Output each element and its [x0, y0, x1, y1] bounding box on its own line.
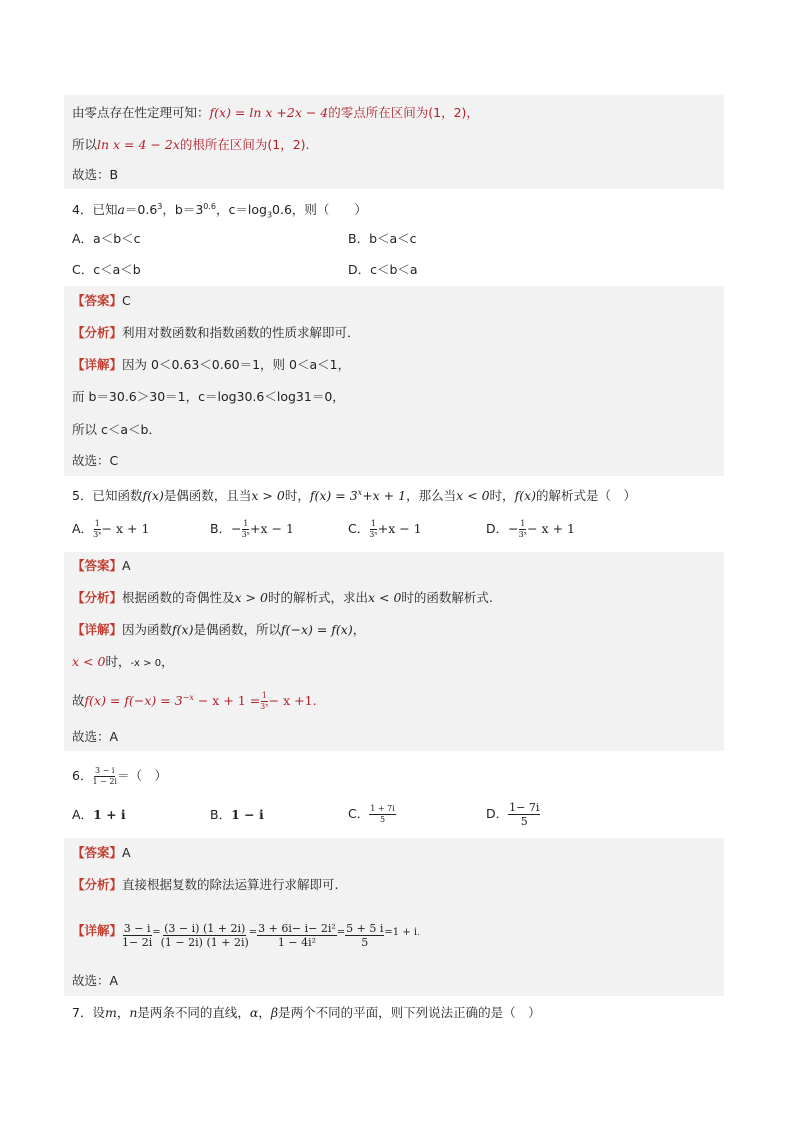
analysis-tag: 【分析】 [72, 877, 123, 892]
detail: 因为 0＜0.63＜0.60＝1，则 0＜a＜1， [122, 357, 351, 372]
formula: ln x = 4 − 2x [97, 137, 180, 152]
label: B． [210, 807, 232, 822]
text: ， [161, 654, 174, 669]
den: 3ˣ [260, 702, 269, 712]
sub: 3 [266, 210, 273, 220]
q6-option-a[interactable] [72, 806, 126, 824]
num: 3 + 6i− i− 2i² [258, 922, 336, 935]
label: C． [348, 521, 370, 536]
q5-option-a[interactable] [72, 520, 149, 539]
q5-detail-2 [72, 653, 174, 673]
fraction [369, 805, 396, 824]
q4-pick: 故选：C [72, 453, 119, 468]
expr: +x − 1 [250, 521, 294, 536]
fraction [257, 923, 337, 948]
var-m: m [104, 1005, 117, 1020]
text: 因为函数 [122, 622, 173, 637]
formula: f(x) [142, 488, 164, 504]
formula: f(x) = 3 [309, 488, 358, 504]
exp: 0.6 [203, 202, 217, 211]
q6-answer [72, 844, 131, 862]
answer: C [122, 293, 131, 308]
expr: 1 − i [231, 807, 264, 822]
detail-tag: 【详解】 [72, 622, 123, 637]
formula: -x > 0 [130, 658, 162, 669]
den: (1 − 2i) (1 + 2i) [160, 936, 249, 949]
q5-option-c[interactable] [348, 520, 422, 539]
answer-tag: 【答案】 [72, 293, 123, 308]
expr: +x − 1 [377, 521, 422, 536]
text: 故 [72, 693, 85, 709]
text: 根据函数的奇偶性及 [122, 590, 235, 605]
analysis: 利用对数函数和指数函数的性质求解即可． [122, 325, 360, 340]
text: ，b＝3 [162, 202, 204, 218]
fraction [92, 767, 117, 786]
num: 3 − i [95, 766, 115, 775]
formula: f(x) = ln x +2x − 4 [209, 105, 329, 120]
den: 5 [379, 815, 386, 824]
q6-pick: 故选：A [72, 973, 119, 988]
text: ，那么当 [406, 488, 457, 504]
text: ， [116, 1005, 130, 1020]
q4-stem [72, 198, 367, 225]
answer: A [122, 558, 131, 573]
q7-stem [72, 1004, 541, 1022]
var-n: n [129, 1005, 138, 1020]
q5-stem [72, 484, 636, 505]
q3-pick: 故选：B [72, 167, 119, 182]
den: 5 [361, 936, 369, 949]
q4-detail-3: 所以 c＜a＜b． [72, 422, 161, 437]
text: 是两条不同的直线， [137, 1005, 250, 1020]
text: 所以 [72, 137, 98, 152]
text: . [417, 928, 420, 937]
equals: = [152, 927, 161, 938]
exp: 3 [157, 202, 163, 211]
q5-detail-3 [72, 686, 317, 713]
q3-line-2 [72, 136, 310, 154]
text: 时， [489, 488, 515, 504]
label: 6． [72, 768, 93, 783]
text: ， [352, 622, 366, 637]
num: 1 [261, 691, 267, 701]
text: 是两个不同的平面，则下列说法正确的是（ ） [278, 1005, 541, 1020]
num: 1 [94, 519, 100, 528]
text: . [312, 693, 317, 709]
fraction [508, 802, 540, 827]
fraction [369, 520, 377, 539]
num: 3 − i [123, 922, 151, 935]
equals: = [248, 927, 258, 938]
formula: x > 0 [251, 488, 285, 504]
den: 1− 2i [122, 936, 153, 949]
text: 的根所在区间为(1，2). [179, 137, 310, 152]
formula: x < 0 [72, 654, 106, 669]
den: 3ˣ [369, 530, 378, 539]
q6-option-c[interactable] [348, 800, 396, 828]
den: 1 − 4i² [277, 936, 317, 949]
text: 时， [284, 488, 310, 504]
result: 1 + i [392, 927, 418, 938]
q5-answer [72, 557, 131, 575]
expr: − x + 1 [101, 521, 150, 536]
exp: −x [182, 693, 194, 702]
q6-detail [72, 916, 420, 948]
equals: = [336, 927, 346, 938]
q4-answer [72, 292, 131, 310]
formula: x > 0 [234, 590, 268, 605]
label: D． [486, 806, 509, 821]
formula: − x +1 [268, 693, 313, 709]
formula: +x + 1 [362, 488, 407, 504]
text: 4．已知 [72, 202, 118, 218]
analysis-tag: 【分析】 [72, 590, 123, 605]
fraction [242, 520, 250, 539]
fraction [519, 520, 527, 539]
num: 1− 7i [509, 801, 540, 814]
q3-line-1 [72, 104, 479, 122]
den: 3ˣ [93, 530, 102, 539]
label: A． [72, 807, 94, 822]
formula: x < 0 [367, 590, 402, 605]
q4-option-a[interactable]: A．a＜b＜c [72, 231, 141, 246]
formula: f(x) [172, 622, 194, 637]
text: ＝（ ） [116, 768, 167, 783]
q6-option-b[interactable] [210, 806, 264, 824]
label: B．− [210, 521, 242, 536]
q4-option-d[interactable]: D．c＜b＜a [348, 262, 418, 277]
q4-analysis [72, 324, 360, 342]
text: 时， [105, 654, 131, 669]
text: 的解析式是（ ） [536, 488, 637, 504]
detail-tag: 【详解】 [72, 357, 123, 372]
num: 1 + 7i [370, 804, 395, 813]
answer-tag: 【答案】 [72, 845, 123, 860]
var-beta: β [270, 1005, 279, 1020]
answer: A [122, 845, 131, 860]
q4-option-b[interactable]: B．b＜a＜c [348, 231, 417, 246]
q6-analysis [72, 876, 339, 894]
text: 5．已知函数 [72, 488, 143, 504]
fraction [260, 692, 268, 711]
den: 3ˣ [518, 530, 528, 539]
q5-option-b[interactable] [210, 520, 294, 539]
q5-detail-1 [72, 621, 365, 639]
q6-stem [72, 764, 167, 788]
solution-block-q5 [64, 552, 724, 751]
label: C． [348, 806, 370, 821]
answer-tag: 【答案】 [72, 558, 123, 573]
q5-analysis [72, 589, 493, 607]
num: 5 + 5 i [346, 922, 384, 935]
fraction [345, 923, 384, 948]
label: A． [72, 521, 94, 536]
analysis-tag: 【分析】 [72, 325, 123, 340]
formula: x < 0 [456, 488, 490, 504]
equals: = [384, 927, 393, 938]
num: 1 [243, 519, 249, 528]
formula: f(−x) = f(x) [280, 622, 353, 637]
text: 时的解析式，求出 [267, 590, 368, 605]
q6-option-d[interactable] [486, 800, 540, 828]
q4-detail-1 [72, 356, 350, 374]
den: 5 [520, 815, 528, 828]
label: D．− [486, 521, 519, 536]
formula: − x + 1 = [193, 693, 261, 709]
expr: − x + 1 [527, 521, 575, 536]
q4-detail-2: 而 b＝30.6＞30＝1，c＝log30.6＜log31＝0， [72, 389, 345, 404]
text: 的零点所在区间为(1，2)， [328, 105, 479, 120]
num: (3 − i) (1 + 2i) [164, 922, 246, 935]
fraction [161, 923, 249, 948]
text: ＝0.6 [124, 202, 158, 218]
text: ，c＝log [216, 202, 267, 218]
fraction [122, 923, 152, 948]
var-a: a [117, 202, 125, 218]
formula: f(x) [514, 488, 536, 504]
den: 3ˣ [241, 530, 251, 539]
num: 1 [370, 519, 377, 528]
text: 是偶函数，且当 [163, 488, 252, 504]
q5-option-d[interactable] [486, 520, 575, 539]
analysis: 直接根据复数的除法运算进行求解即可. [122, 877, 339, 892]
text: 7．设 [72, 1005, 105, 1020]
var-alpha: α [249, 1005, 259, 1020]
q4-option-c[interactable]: C．c＜a＜b [72, 262, 141, 277]
detail-tag: 【详解】 [72, 923, 123, 938]
text: 时的函数解析式. [401, 590, 493, 605]
fraction [93, 520, 101, 539]
text: 是偶函数，所以 [193, 622, 281, 637]
text: ， [258, 1005, 271, 1020]
num: 1 [520, 519, 526, 528]
text: 0.6，则（ ） [272, 202, 367, 218]
exp: x [357, 488, 363, 497]
den: 1 − 2i [92, 777, 117, 786]
formula: f(x) = f(−x) = 3 [84, 693, 183, 709]
text: 由零点存在性定理可知： [72, 105, 210, 120]
solution-block-q4 [64, 286, 724, 476]
q5-pick: 故选：A [72, 729, 119, 744]
expr: 1 + i [93, 807, 126, 822]
